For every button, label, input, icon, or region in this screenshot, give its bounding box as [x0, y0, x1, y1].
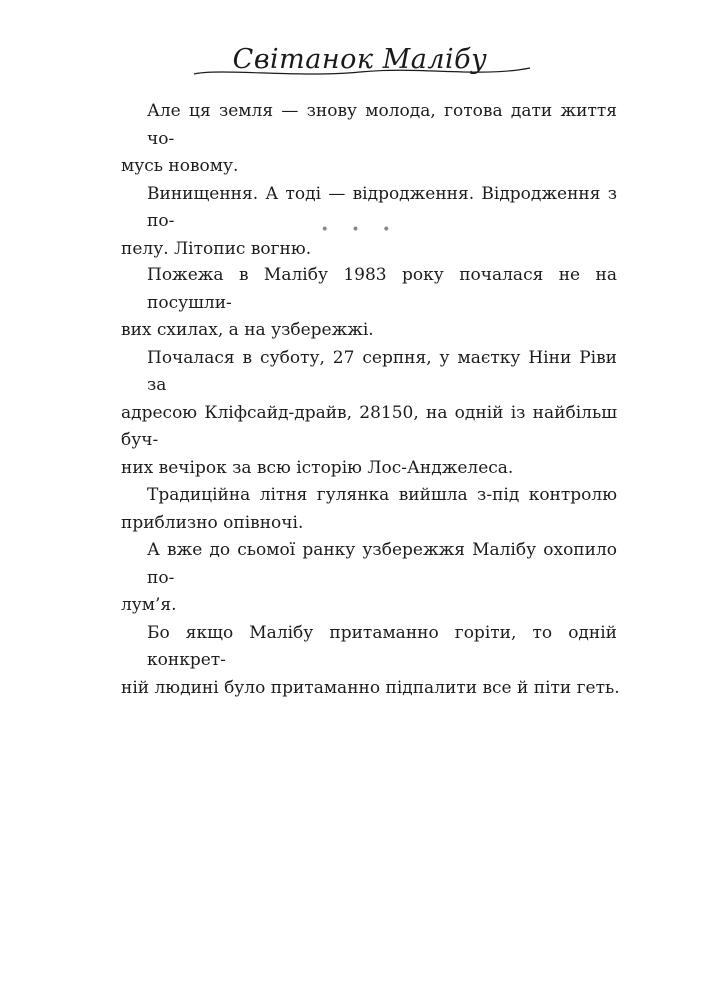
paragraph — [121, 482, 617, 537]
paragraph — [121, 262, 617, 345]
text-section-a — [121, 98, 617, 263]
text-line: Почалася в суботу, 27 серпня, у маєтку Ніни Ріви за — [147, 347, 617, 395]
text-line: ній людині було притаманно підпалити все й піти геть. — [121, 677, 620, 698]
paragraph — [121, 537, 617, 620]
text-line: А вже до сьомої ранку узбережжя Малібу охопило по- — [147, 540, 617, 588]
running-head — [0, 38, 720, 90]
text-line: Бо якщо Малібу притаманно горіти, то одній конкрет- — [147, 622, 617, 670]
text-line: лум’я. — [121, 595, 177, 615]
text-line: них вечірок за всю історію Лос-Анджелеса. — [121, 457, 514, 478]
paragraph — [121, 345, 617, 483]
running-title-script — [180, 38, 540, 90]
text-line: пелу. Літопис вогню. — [121, 238, 312, 259]
text-line: приблизно опівночі. — [121, 512, 304, 533]
text-line: вих схилах, а на узбережжі. — [121, 320, 374, 340]
paragraph — [121, 620, 620, 703]
paragraph — [121, 98, 617, 181]
running-title: Світанок Малібу — [232, 44, 488, 75]
text-line: мусь новому. — [121, 156, 239, 176]
text-line: Але ця земля — знову молода, готова дати життя чо- — [147, 101, 617, 149]
section-separator: • • • — [320, 222, 400, 238]
text-section-b — [121, 262, 620, 702]
text-line: Пожежа в Малібу 1983 року почалася не на посушли- — [147, 265, 617, 313]
text-line: Винищення. А тоді — відродження. Відродження з по- — [147, 183, 617, 231]
text-line: адресою Кліфсайд-драйв, 28150, на одній із найбільш буч- — [121, 402, 617, 450]
text-line: Традиційна літня гулянка вийшла з-під контролю — [147, 485, 617, 505]
